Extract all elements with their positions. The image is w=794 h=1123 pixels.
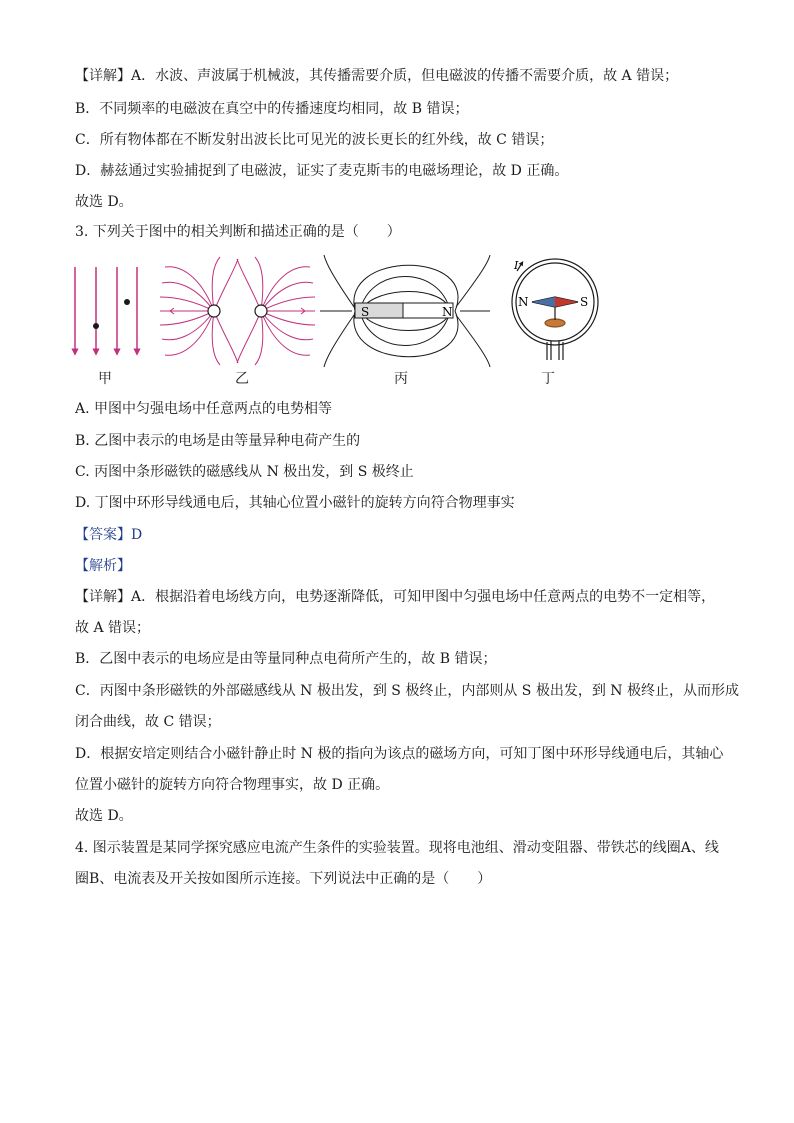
figure-jia-uniform-field [75,267,137,352]
question-4-stem: 4. 图示装置是某同学探究感应电流产生条件的实验装置。现将电池组、滑动变阻器、带铁芯的线圈A、线 [75,840,719,856]
magnet-s-pole: S [361,305,370,319]
q3-explanation-line: 位置小磁针的旋转方向符合物理事实，故 D 正确。 [75,777,390,793]
q3-explanation-line: B．乙图中表示的电场应是由等量同种点电荷所产生的，故 B 错误； [75,651,497,667]
q3-explanation-line: D．根据安培定则结合小磁针静止时 N 极的指向为该点的磁场方向，可知丁图中环形导线通电后，其轴心 [75,746,724,762]
answer: 【答案】D [75,527,143,543]
figure-label-yi: 乙 [235,371,249,387]
figure-yi-two-charges [160,257,315,365]
option-b: B. 乙图中表示的电场是由等量异种电荷产生的 [75,433,361,449]
current-label: I [514,259,519,272]
q3-explanation-line: 闭合曲线，故 C 错误； [75,714,221,730]
figure-bing-bar-magnet [320,255,490,367]
q3-explanation-line: 故 A 错误； [75,620,151,636]
q3-explanation-line: C．丙图中条形磁铁的外部磁感线从 N 极出发，到 S 极终止，内部则从 S 极出发，到 N 极终止，从而形成 [75,683,739,699]
figure-label-ding: 丁 [541,371,555,387]
compass-n-label: N [518,295,529,309]
magnet-n-pole: N [442,305,453,319]
q2-explanation-line: D．赫兹通过实验捕捉到了电磁波，证实了麦克斯韦的电磁场理论，故 D 正确。 [75,163,569,179]
q2-explanation-line: B．不同频率的电磁波在真空中的传播速度均相同，故 B 错误； [75,101,469,117]
q2-explanation-line: C．所有物体都在不断发射出波长比可见光的波长更长的红外线，故 C 错误； [75,132,554,148]
q2-explanation-line: 故选 D。 [75,194,133,210]
question-4-stem: 圈B、电流表及开关按如图所示连接。下列说法中正确的是（ ） [75,871,492,887]
option-d: D. 丁图中环形导线通电后，其轴心位置小磁针的旋转方向符合物理事实 [75,495,515,511]
analysis-title: 【解析】 [75,558,131,574]
figure-ding-current-loop [512,259,598,360]
figure-label-jia: 甲 [98,371,112,387]
q3-figures [70,255,630,385]
q2-explanation-line: 【详解】A．水波、声波属于机械波，其传播需要介质，但电磁波的传播不需要介质，故 A 错误； [75,68,679,84]
question-3-stem: 3. 下列关于图中的相关判断和描述正确的是（ ） [75,224,401,240]
option-c: C. 丙图中条形磁铁的磁感线从 N 极出发，到 S 极终止 [75,464,414,480]
compass-s-label: S [580,295,589,309]
q3-explanation-line: 【详解】A．根据沿着电场线方向，电势逐渐降低，可知甲图中匀强电场中任意两点的电势不一定相等， [75,589,716,605]
q3-explanation-line: 故选 D。 [75,808,133,824]
figure-label-bing: 丙 [394,371,408,387]
option-a: A. 甲图中匀强电场中任意两点的电势相等 [75,401,333,417]
